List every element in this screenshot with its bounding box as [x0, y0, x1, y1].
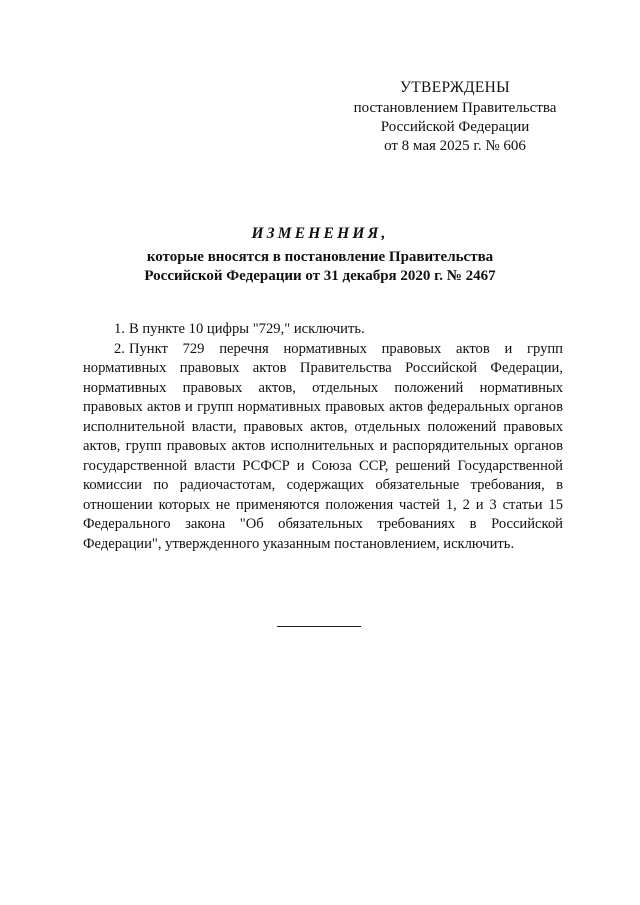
approval-title: УТВЕРЖДЕНЫ	[400, 79, 510, 96]
document-subtitle	[100, 248, 540, 286]
approval-line: Российской Федерации	[380, 119, 530, 135]
item-number: 1.	[114, 321, 125, 337]
item-paragraph	[83, 340, 563, 555]
subtitle-line: Российской Федерации от 31 декабря 2020 г. № 2467	[144, 268, 496, 284]
item-paragraph	[83, 320, 563, 340]
item-text: Пункт 729 перечня нормативных правовых актов и групп нормативных правовых актов Правительства Российской Федерации, нормативных правовых актов, отдельных положений нормативных правовых актов и групп нормативных правовых актов федеральных органов исполнительной власти, правовых актов, отдельных положений правовых актов, групп правовых актов исполнительных и распорядительных органов государственной власти РСФСР и Союза ССР, решений Государственной комиссии по радиочастотам, содержащих обязательные требования, в отношении которых не применяются положения частей 1, 2 и 3 статьи 15 Федерального закона "Об обязательных требованиях в Российской Федерации", утвержденного указанным постановлением, исключить.	[83, 340, 563, 552]
approval-line: постановлением Правительства	[353, 100, 557, 116]
subtitle-line: которые вносятся в постановление Правительства	[146, 249, 494, 265]
item-text: В пункте 10 цифры "729," исключить.	[128, 321, 365, 337]
approval-line: от 8 мая 2025 г. № 606	[384, 138, 526, 154]
document-title: ИЗМЕНЕНИЯ,	[251, 225, 389, 242]
item-number: 2.	[114, 340, 125, 357]
document-body	[83, 320, 563, 554]
end-divider	[277, 626, 361, 627]
approval-block	[330, 78, 580, 156]
